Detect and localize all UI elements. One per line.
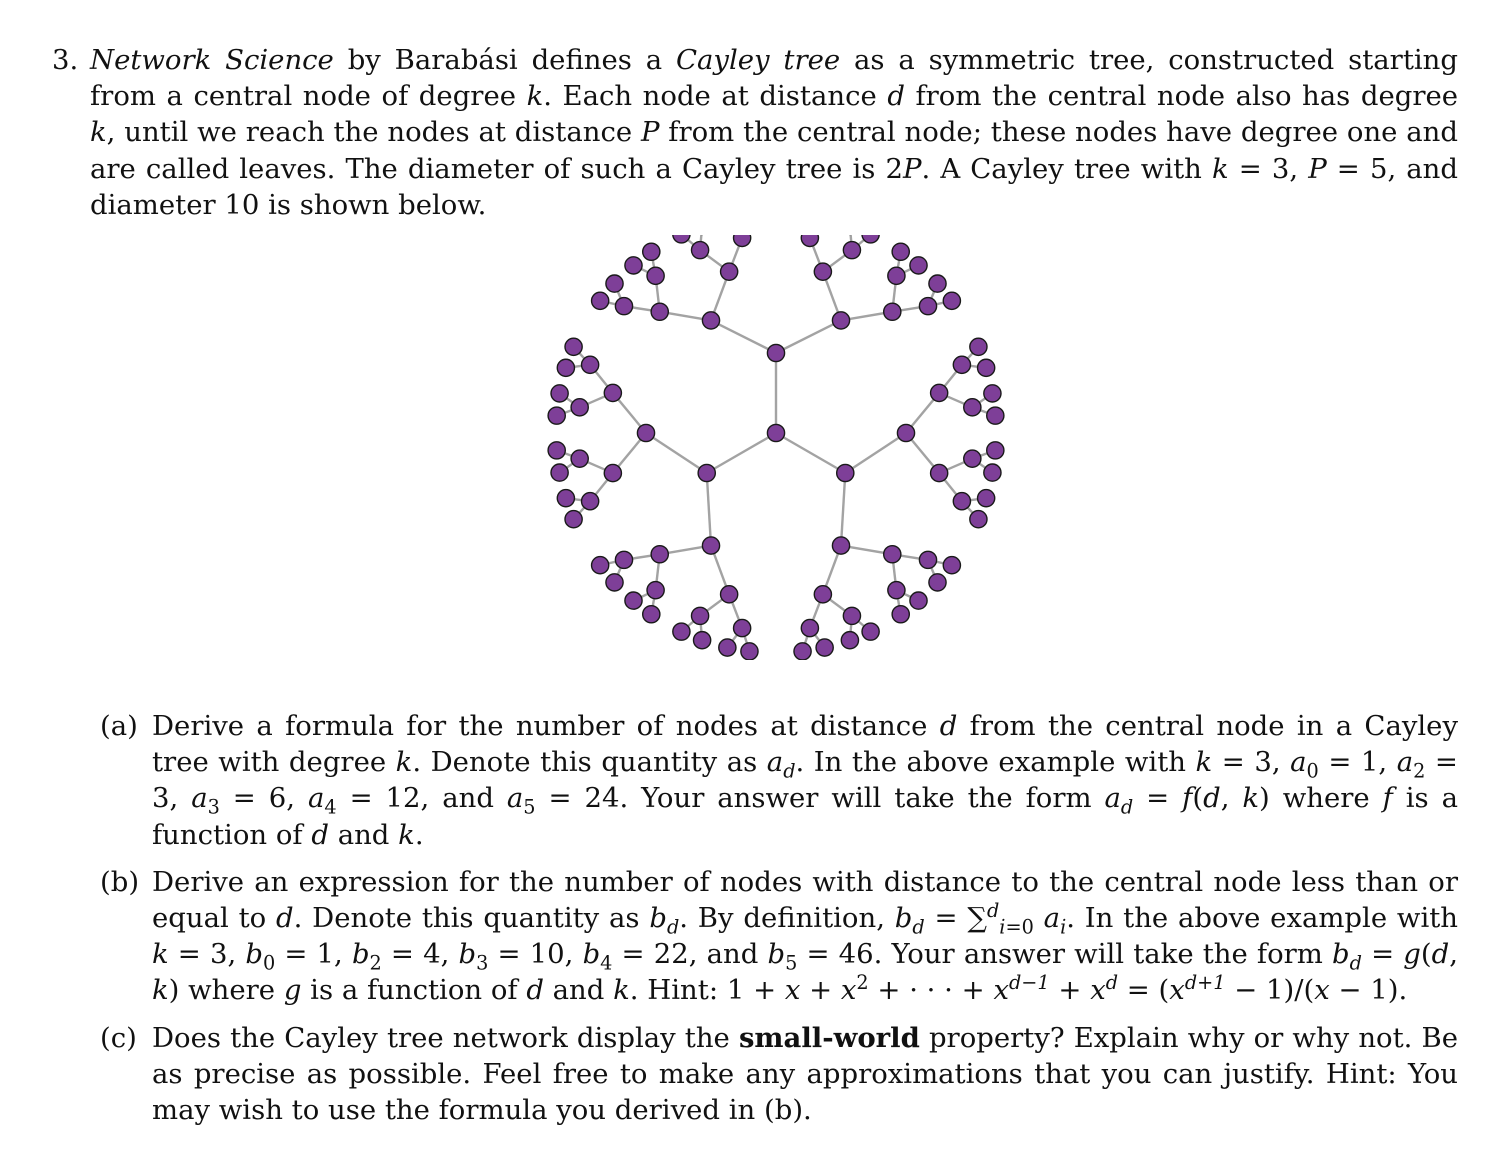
leaf-node bbox=[943, 292, 960, 309]
tree-node bbox=[637, 424, 654, 441]
tree-edge bbox=[776, 320, 841, 353]
problem-3 bbox=[52, 42, 1458, 223]
part-c: (c) Does the Cayley tree network display the small-world property? Explain why or why not. Be as precise as possible. Feel free to make any approximations that you can justify. Hint: You may wish to use the formula you derived in (b). bbox=[100, 1021, 1458, 1127]
leaf-node bbox=[625, 592, 642, 609]
tree-node bbox=[647, 582, 664, 599]
tree-node bbox=[721, 586, 738, 603]
leaf-node bbox=[984, 464, 1001, 481]
tree-edge bbox=[646, 433, 707, 473]
tree-edge bbox=[707, 433, 776, 473]
leaf-node bbox=[984, 385, 1001, 402]
tree-node bbox=[691, 607, 708, 624]
leaf-node bbox=[987, 442, 1004, 459]
tree-node bbox=[571, 450, 588, 467]
tree-node bbox=[931, 464, 948, 481]
leaf-node bbox=[987, 407, 1004, 424]
leaf-node bbox=[548, 407, 565, 424]
tree-node bbox=[953, 493, 970, 510]
leaf-node bbox=[625, 257, 642, 274]
leaf-node bbox=[557, 490, 574, 507]
leaf-node bbox=[970, 511, 987, 528]
leaf-node bbox=[892, 243, 909, 260]
leaf-node bbox=[816, 639, 833, 656]
tree-node bbox=[832, 312, 849, 329]
part-a-label: (a) bbox=[100, 710, 138, 742]
leaf-node bbox=[910, 592, 927, 609]
tree-node bbox=[647, 267, 664, 284]
tree-node bbox=[814, 263, 831, 280]
cayley-tree-figure bbox=[540, 235, 1020, 660]
problem-intro: Network Science by Barabási defines a Cayley tree as a symmetric tree, constructed starting from a central node of degree k. Each node at distance d from the central node also has degree k, until we reach the nodes at distance P from the central node; these nodes have degree one and are called leaves. The diameter of such a Cayley tree is 2P. A Cayley tree with k = 3, P = 5, and diameter 10 is shown below. bbox=[90, 44, 1459, 221]
leaf-node bbox=[673, 623, 690, 640]
tree-node bbox=[897, 424, 914, 441]
tree-node bbox=[604, 464, 621, 481]
tree-node bbox=[651, 546, 668, 563]
leaf-node bbox=[643, 243, 660, 260]
tree-edge bbox=[711, 320, 776, 353]
tree-edge bbox=[707, 473, 711, 546]
tree-edge bbox=[841, 473, 845, 546]
leaf-node bbox=[693, 632, 710, 649]
tree-node bbox=[615, 298, 632, 315]
leaf-node bbox=[643, 606, 660, 623]
leaf-node bbox=[841, 632, 858, 649]
tree-node bbox=[691, 242, 708, 259]
leaf-node bbox=[719, 639, 736, 656]
tree-node bbox=[832, 537, 849, 554]
part-a: (a) Derive a formula for the number of nodes at distance d from the central node in a Cayley tree with degree k. Denote this quantity as $a_d$. In the above example with k = 3, $a_0 = 1$, $a_2 = 3$, $a_3 = 6$, $a_4 = 12$, and $a_5 = 24$. Your answer will take the form $a_d = f(d$, k) where f is a function of d and k. bbox=[100, 710, 1458, 851]
leaf-node bbox=[943, 557, 960, 574]
part-b-label: (b) bbox=[100, 865, 140, 898]
tree-node bbox=[651, 303, 668, 320]
part-c-label: (c) bbox=[100, 1021, 137, 1054]
leaf-node bbox=[606, 574, 623, 591]
leaf-node bbox=[892, 606, 909, 623]
leaf-node bbox=[978, 359, 995, 376]
tree-node bbox=[801, 235, 818, 247]
tree-node bbox=[843, 242, 860, 259]
leaf-node bbox=[741, 643, 758, 660]
leaf-node bbox=[592, 557, 609, 574]
leaf-node bbox=[548, 442, 565, 459]
tree-nodes bbox=[548, 235, 1004, 660]
tree-node bbox=[953, 356, 970, 373]
tree-node bbox=[919, 298, 936, 315]
tree-node bbox=[698, 464, 715, 481]
leaf-node bbox=[565, 511, 582, 528]
leaf-node bbox=[673, 235, 690, 243]
tree-node bbox=[884, 546, 901, 563]
tree-node bbox=[702, 537, 719, 554]
leaf-node bbox=[929, 275, 946, 292]
tree-node bbox=[888, 267, 905, 284]
tree-node bbox=[604, 384, 621, 401]
tree-edge bbox=[776, 433, 845, 473]
leaf-node bbox=[929, 574, 946, 591]
problem-number: 3. bbox=[52, 44, 79, 76]
leaf-node bbox=[910, 257, 927, 274]
tree-node bbox=[734, 235, 751, 247]
leaf-node bbox=[551, 464, 568, 481]
tree-node bbox=[837, 464, 854, 481]
tree-edge bbox=[845, 433, 906, 473]
tree-node bbox=[801, 619, 818, 636]
leaf-node bbox=[592, 292, 609, 309]
part-b: (b) Derive an expression for the number of nodes with distance to the central node less than or equal to d. Denote this quantity as $b_d$. By definition, $b_d = \sum^d_{i=0}$ $a_i$. In the above example with k = 3, $b_0 = 1$, $b_2 = 4$, $b_3 = 10$, $b_4 = 22$, and $b_5 = 46$. Your answer will take the form $b_d = g(d$, k) where g is a function of d and k. Hint: $1 + x + x^2$ + · · · + $x^{d-1} + x^d = (x^{d+1} - 1)/(x - 1)$. bbox=[100, 865, 1459, 1007]
tree-node bbox=[931, 384, 948, 401]
tree-node bbox=[702, 312, 719, 329]
question-parts bbox=[100, 708, 1458, 1139]
tree-node bbox=[964, 399, 981, 416]
leaf-node bbox=[862, 235, 879, 243]
tree-node bbox=[884, 303, 901, 320]
tree-node bbox=[582, 493, 599, 510]
leaf-node bbox=[794, 643, 811, 660]
leaf-node bbox=[557, 359, 574, 376]
tree-node bbox=[582, 356, 599, 373]
leaf-node bbox=[551, 385, 568, 402]
tree-node bbox=[919, 551, 936, 568]
leaf-node bbox=[862, 623, 879, 640]
leaf-node bbox=[978, 490, 995, 507]
central-node bbox=[767, 424, 784, 441]
tree-node bbox=[814, 586, 831, 603]
tree-node bbox=[843, 607, 860, 624]
tree-node bbox=[734, 619, 751, 636]
tree-node bbox=[615, 551, 632, 568]
leaf-node bbox=[606, 275, 623, 292]
tree-node bbox=[767, 344, 784, 361]
tree-node bbox=[721, 263, 738, 280]
leaf-node bbox=[970, 338, 987, 355]
tree-node bbox=[571, 399, 588, 416]
leaf-node bbox=[565, 338, 582, 355]
tree-node bbox=[888, 582, 905, 599]
tree-node bbox=[964, 450, 981, 467]
